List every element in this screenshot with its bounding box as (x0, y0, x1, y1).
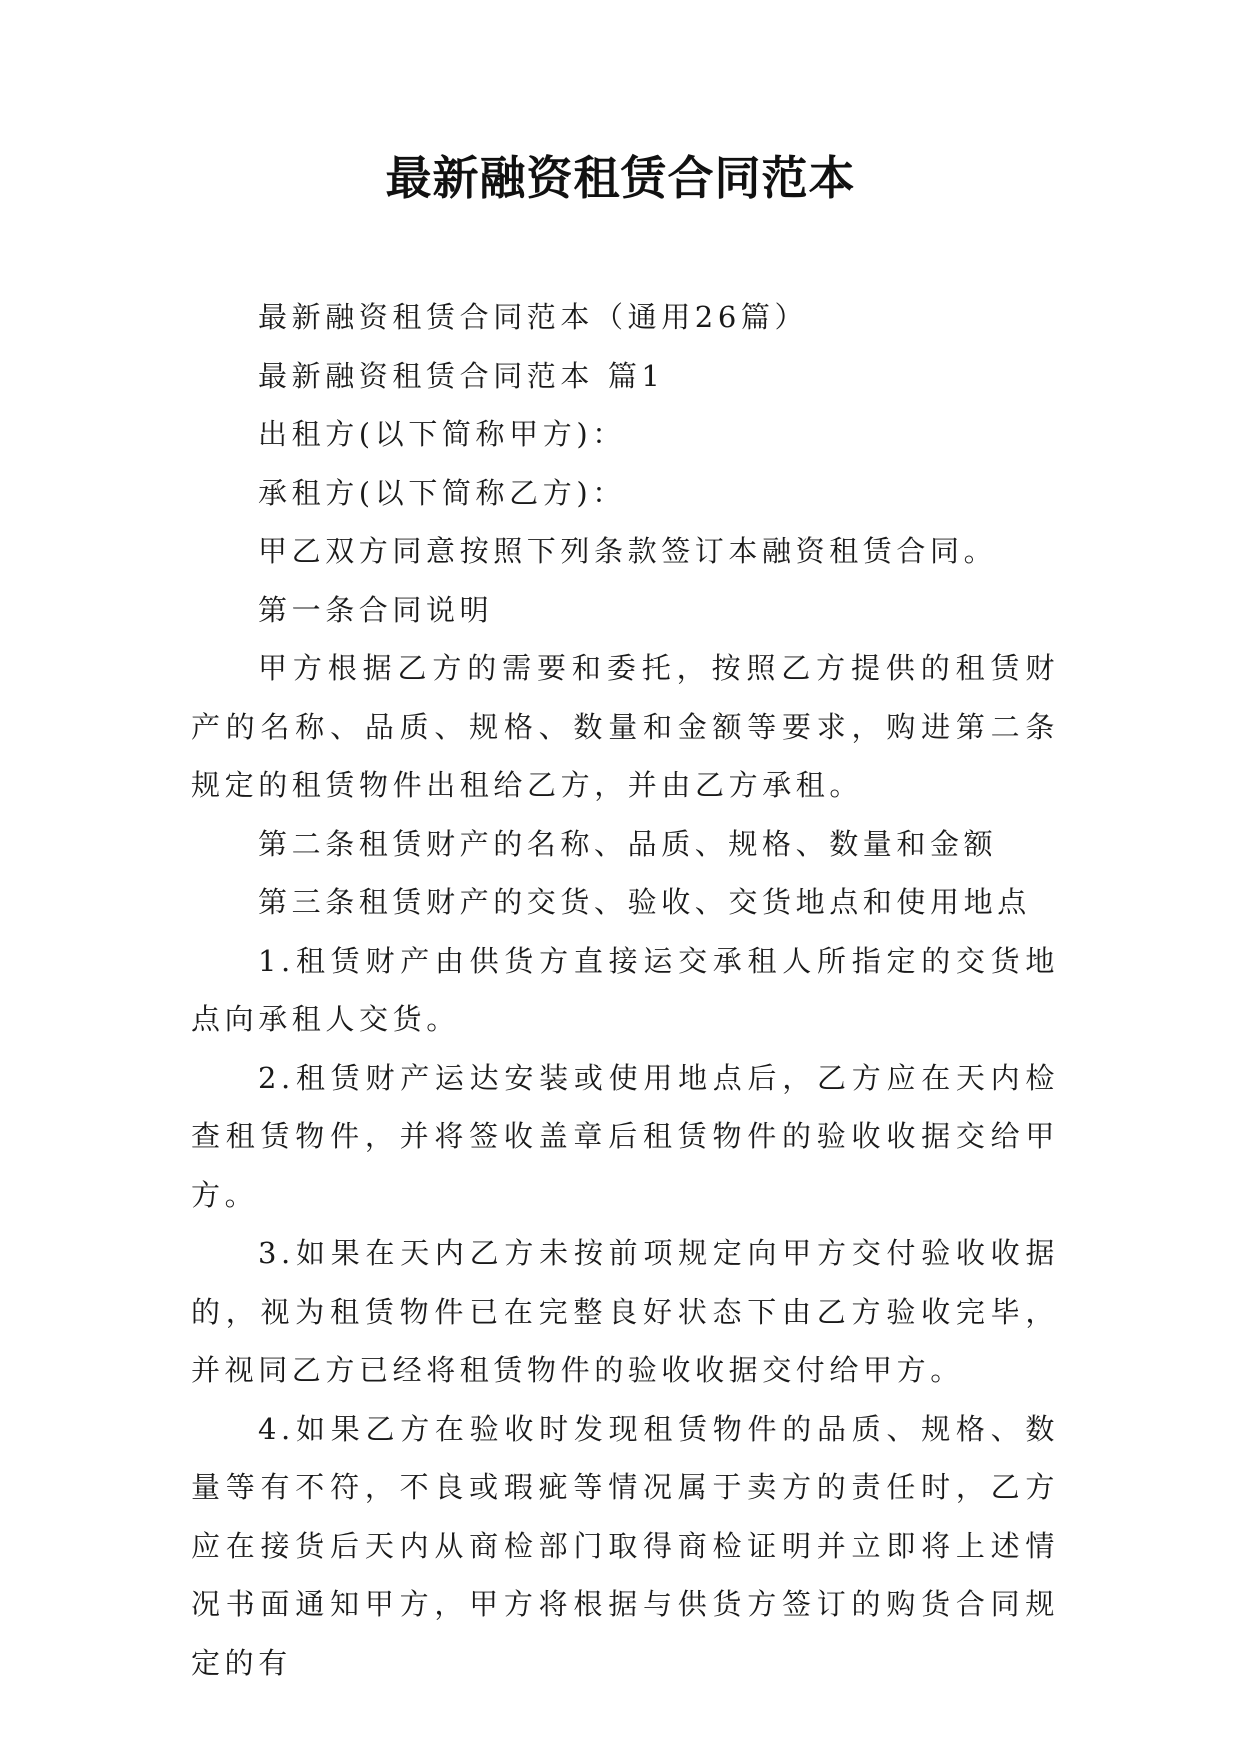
document-title: 最新融资租赁合同范本 (385, 151, 856, 205)
paragraph-article-3: 第三条租赁财产的交货、验收、交货地点和使用地点 (258, 885, 1031, 919)
paragraph-clause-3: 3.如果在天内乙方未按前项规定向甲方交付验收收据的，视为租赁物件已在完整良好状态下由乙方验收完毕，并视同乙方已经将租赁物件的验收收据交付给甲方。 (191, 1236, 1059, 1387)
paragraph-chapter-heading: 最新融资租赁合同范本 篇1 (258, 358, 665, 393)
paragraph-article-2: 第二条租赁财产的名称、品质、规格、数量和金额 (258, 826, 998, 861)
document-body (191, 288, 1059, 1692)
paragraph-lessee: 承租方(以下简称乙方)： (258, 475, 626, 510)
paragraph-lessor: 出租方(以下简称甲方)： (258, 417, 626, 451)
paragraph-clause-2: 2.租赁财产运达安装或使用地点后，乙方应在天内检查租赁物件，并将签收盖章后租赁物件的验收收据交给甲方。 (191, 1060, 1059, 1212)
paragraph-article-1-body: 甲方根据乙方的需要和委托，按照乙方提供的租赁财产的名称、品质、规格、数量和金额等要求，购进第二条规定的租赁物件出租给乙方，并由乙方承租。 (191, 651, 1059, 802)
paragraph-collection-title: 最新融资租赁合同范本（通用26篇） (258, 300, 809, 334)
paragraph-article-1: 第一条合同说明 (258, 592, 494, 627)
paragraph-clause-1: 1.租赁财产由供货方直接运交承租人所指定的交货地点向承租人交货。 (191, 943, 1059, 1036)
paragraph-clause-4: 4.如果乙方在验收时发现租赁物件的品质、规格、数量等有不符，不良或瑕疵等情况属于卖方的责任时，乙方应在接货后天内从商检部门取得商检证明并立即将上述情况书面通知甲方，甲方将根据与供货方签订的购货合同规定的有 (191, 1411, 1059, 1680)
paragraph-agreement: 甲乙双方同意按照下列条款签订本融资租赁合同。 (258, 534, 998, 568)
